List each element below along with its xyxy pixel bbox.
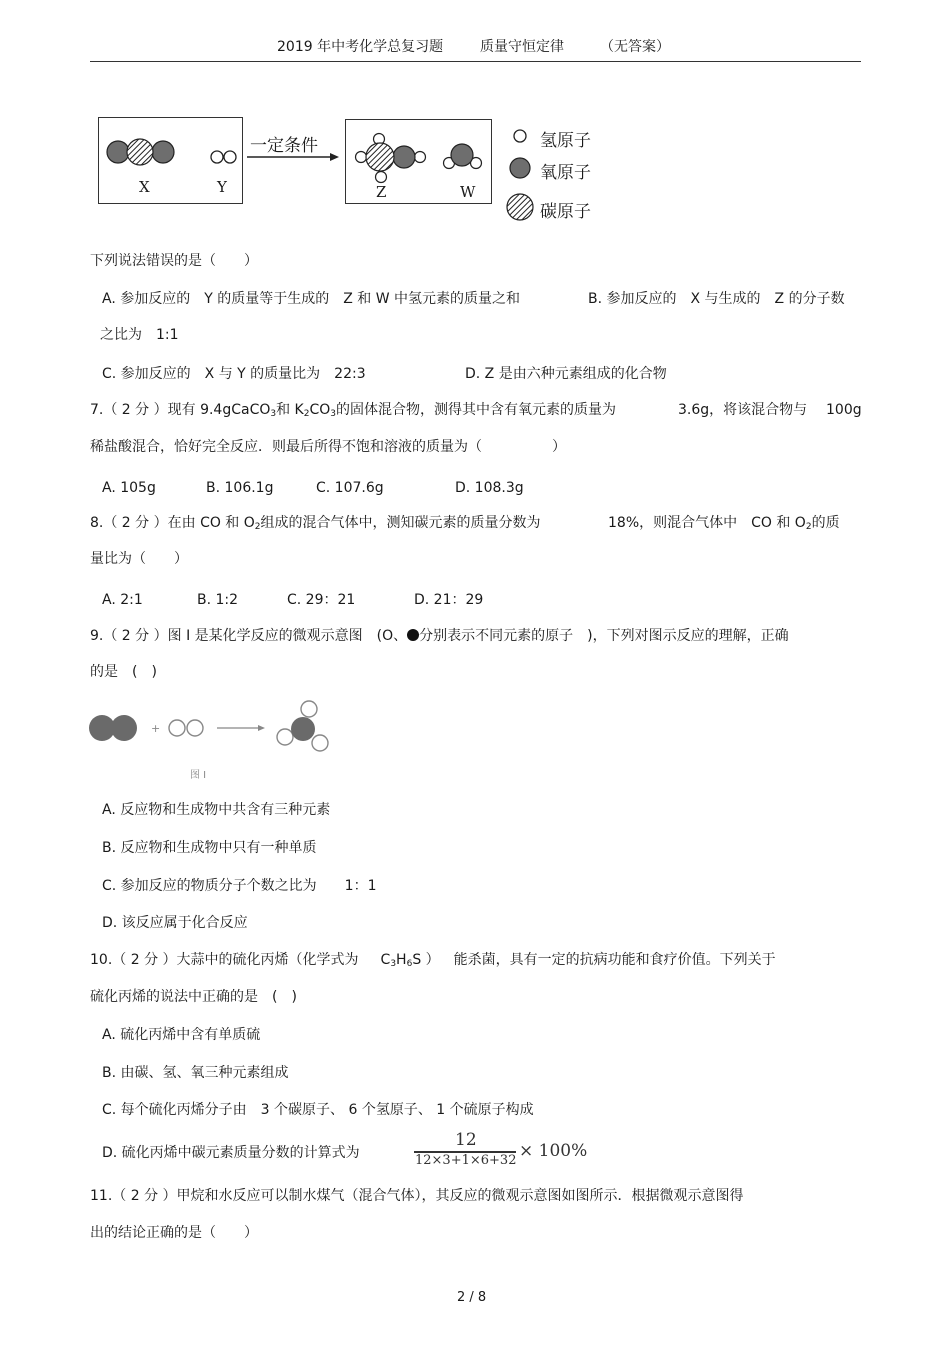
q8-line1-rest: 18%，则混合气体中 CO 和 $O_2$的质	[608, 515, 840, 532]
reaction-diagram-graphics	[0, 0, 950, 240]
q7-option-b: B. 106.1g	[206, 480, 274, 496]
reaction-condition: 一定条件	[250, 136, 318, 156]
q9-reaction-figure	[85, 700, 345, 770]
legend-carbon-label: 碳原子	[540, 202, 591, 222]
q7-option-c: C. 107.6g	[316, 480, 384, 496]
q11-line1: 11.（ 2 分 ）甲烷和水反应可以制水煤气（混合气体），其反应的微观示意图如图所示．根据微观示意图得	[90, 1188, 744, 1204]
q9-option-d: D. 该反应属于化合反应	[102, 915, 248, 931]
q8-line1: 8.（ 2 分 ）在由 CO 和 $O_2$组成的混合气体中，测知碳元素的质量分数为	[90, 515, 541, 532]
q6-option-d: D. Z 是由六种元素组成的化合物	[465, 366, 667, 382]
q7-option-d: D. 108.3g	[455, 480, 524, 496]
page-number: 2 / 8	[457, 1290, 487, 1305]
q10-option-d: D. 硫化丙烯中碳元素质量分数的计算式为	[102, 1145, 360, 1161]
molecule-y	[211, 151, 236, 163]
q6-option-a: A. 参加反应的 Y 的质量等于生成的 Z 和 W 中氢元素的质量之和	[102, 291, 521, 307]
legend-oxygen-symbol	[510, 158, 530, 178]
q9-option-a: A. 反应物和生成物中共含有三种元素	[102, 802, 331, 818]
header-topic: 质量守恒定律	[480, 39, 564, 55]
q8-option-d: D. 21：29	[414, 592, 484, 608]
header-note: （无答案）	[600, 39, 670, 55]
molecule-w	[444, 144, 482, 169]
label-x: X	[139, 178, 150, 196]
q7-line1-acid: 100g	[826, 402, 862, 418]
q11-line2: 出的结论正确的是（ ）	[90, 1225, 258, 1241]
q9-figure-caption: 图 I	[190, 770, 207, 781]
q7-line2: 稀盐酸混合，恰好完全反应．则最后所得不饱和溶液的质量为（ ）	[90, 439, 566, 455]
q8-option-a: A. 2:1	[102, 592, 143, 608]
molecule-x	[107, 139, 174, 165]
q8-option-c: C. 29：21	[287, 592, 356, 608]
q7-option-a: A. 105g	[102, 480, 156, 496]
q9-option-c: C. 参加反应的物质分子个数之比为 1：1	[102, 878, 377, 894]
q6-option-b-cont: 之比为 1:1	[100, 327, 179, 343]
svg-text:+: +	[151, 722, 161, 735]
carbon-mass-fraction-formula	[412, 1128, 602, 1172]
q7-line1-mass: 3.6g，将该混合物与	[678, 402, 808, 418]
q9-line2: 的是 ( )	[90, 664, 157, 680]
q10-option-b: B. 由碳、氢、氧三种元素组成	[102, 1065, 289, 1081]
q10-option-a: A. 硫化丙烯中含有单质硫	[102, 1027, 261, 1043]
q10-line2: 硫化丙烯的说法中正确的是 ( )	[90, 989, 297, 1005]
legend-hydrogen-label: 氢原子	[540, 131, 591, 151]
legend-carbon-symbol	[507, 194, 533, 220]
q8-option-b: B. 1:2	[197, 592, 239, 608]
label-y: Y	[217, 178, 227, 196]
q6-option-c: C. 参加反应的 X 与 Y 的质量比为 22:3	[102, 366, 366, 382]
q10-line1: 10.（ 2 分 ）大蒜中的硫化丙烯（化学式为 $C_3H_6S$ ） 能杀菌，具有一定的抗病功能和食疗价值。下列关于	[90, 952, 776, 969]
q10-option-c: C. 每个硫化丙烯分子由 3 个碳原子、 6 个氢原子、 1 个硫原子构成	[102, 1102, 534, 1118]
label-z: Z	[376, 183, 387, 201]
q9-option-b: B. 反应物和生成物中只有一种单质	[102, 840, 317, 856]
filled-atom-icon	[407, 629, 419, 641]
q6-stem: 下列说法错误的是（ ）	[90, 253, 258, 269]
legend-hydrogen-symbol	[514, 130, 526, 142]
q7-line1: 7.（ 2 分 ）现有 9.4gCaCO$_3$和 $K_2CO_3$的固体混合物，测得其中含有氧元素的质量为	[90, 402, 617, 419]
fraction-percent: × 100%	[519, 1141, 588, 1161]
molecule-z	[356, 134, 426, 183]
fraction-denominator: 12×3+1×6+32	[415, 1153, 517, 1168]
legend-oxygen-label: 氧原子	[540, 163, 591, 183]
fraction-numerator: 12	[455, 1130, 477, 1150]
q6-option-b: B. 参加反应的 X 与生成的 Z 的分子数	[588, 291, 845, 307]
q9-line1: 9.（ 2 分 ）图 I 是某化学反应的微观示意图 (O、 分别表示不同元素的原子 )，下列对图示反应的理解，正确	[90, 628, 789, 644]
label-w: W	[460, 183, 476, 201]
header-title: 2019 年中考化学总复习题	[277, 39, 444, 55]
q8-line2: 量比为（ ）	[90, 551, 188, 567]
